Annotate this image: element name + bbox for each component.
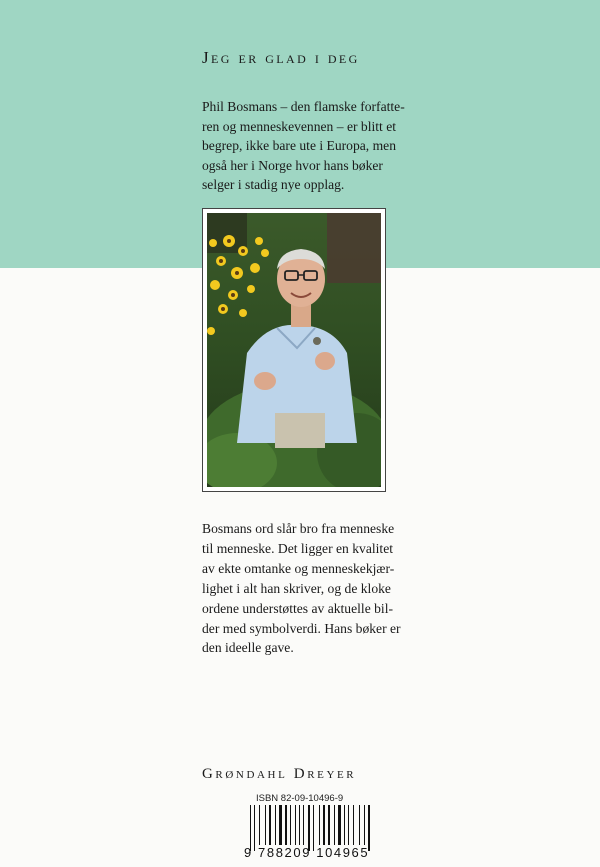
- intro-line: ren og menneskevennen – er blitt et: [202, 118, 397, 134]
- body-line: til menneske. Det ligger en kvalitet: [202, 540, 394, 556]
- author-photo: [202, 208, 386, 492]
- body-line: ordene understøttes av aktuelle bil-: [202, 600, 394, 616]
- barcode-bar: [275, 805, 276, 845]
- barcode-bar: [319, 805, 320, 845]
- barcode-bar: [269, 805, 271, 845]
- body-paragraph: [202, 519, 401, 658]
- intro-line: Phil Bosmans – den flamske forfatte-: [202, 99, 405, 114]
- intro-line: selger i stadig nye opplag.: [202, 177, 345, 193]
- barcode-number: 9 788209 104965: [244, 845, 370, 860]
- barcode-bar: [359, 805, 360, 845]
- barcode-bar: [299, 805, 300, 845]
- barcode-bar: [303, 805, 304, 845]
- body-line: der med symbolverdi. Hans bøker er: [202, 620, 401, 636]
- intro-paragraph: [202, 97, 405, 195]
- body-line: lighet i alt han skriver, og de kloke: [202, 580, 391, 596]
- body-line: den ideelle gave.: [202, 640, 294, 656]
- barcode-bar: [259, 805, 260, 845]
- barcode-bar: [285, 805, 287, 845]
- barcode-bar: [328, 805, 330, 845]
- author-photo-image: [207, 213, 381, 487]
- body-line: Bosmans ord slår bro fra menneske: [202, 521, 395, 536]
- isbn-label: ISBN 82-09-10496-9: [256, 793, 344, 804]
- barcode-bar: [265, 805, 266, 845]
- publisher-name: Grøndahl Dreyer: [202, 766, 357, 782]
- barcode-bar: [279, 805, 282, 845]
- barcode-bar: [295, 805, 296, 845]
- book-title: Jeg er glad i deg: [202, 48, 360, 67]
- barcode-bar: [290, 805, 291, 845]
- barcode-bar: [338, 805, 341, 845]
- barcode-bar: [348, 805, 349, 845]
- intro-line: også her i Norge hvor hans bøker: [202, 157, 383, 173]
- intro-line: begrep, ikke bare ute i Europa, men: [202, 138, 397, 154]
- barcode-bar: [364, 805, 365, 845]
- barcode-bar: [323, 805, 325, 845]
- barcode-bar: [353, 805, 354, 845]
- barcode-bar: [344, 805, 345, 845]
- barcode-bar: [334, 805, 335, 845]
- body-line: av ekte omtanke og menneskekjær-: [202, 560, 395, 576]
